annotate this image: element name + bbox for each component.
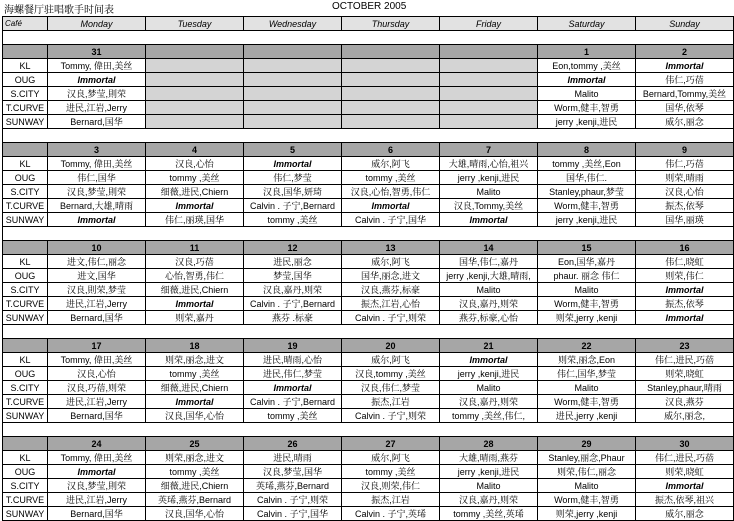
schedule-cell: 伟仁,巧蓓 [636,73,734,87]
venue-row [3,101,734,115]
schedule-cell: 则荣,jerry ,kenji [538,311,636,325]
schedule-cell: 心怡,智勇,伟仁 [146,269,244,283]
schedule-cell [342,59,440,73]
date-row-label [3,45,48,59]
schedule-cell: 进文,伟仁,丽念 [48,255,146,269]
schedule-cell [244,73,342,87]
venue-row [3,451,734,465]
venue-row [3,199,734,213]
schedule-cell [440,87,538,101]
schedule-cell: tommy ,美丝 [146,465,244,479]
schedule-cell: 威尔,丽念 [636,115,734,129]
schedule-cell: 汉良,则荣,伟仁 [342,479,440,493]
schedule-cell: phaur. 丽念 伟仁 [538,269,636,283]
venue-row [3,297,734,311]
schedule-cell: 进民,江岩,Jerry [48,493,146,507]
schedule-cell: Calvin . 子宁,则荣 [244,493,342,507]
schedule-cell: 则荣,伟仁 [636,269,734,283]
schedule-cell: 振杰,江岩,心怡 [342,297,440,311]
venue-label: SUNWAY [3,115,48,129]
venue-label: KL [3,255,48,269]
sheet-title: 海螺餐厅驻唱歌手时间表 [4,5,114,16]
schedule-cell [440,59,538,73]
date-cell: 24 [48,437,146,451]
schedule-cell: Immortal [342,199,440,213]
schedule-cell: Immortal [636,283,734,297]
schedule-cell: Immortal [48,465,146,479]
schedule-cell: 燕芬 .标豪 [244,311,342,325]
day-header-thursday: Thursday [342,17,440,31]
schedule-cell: 汉良,心怡 [636,185,734,199]
schedule-cell: 汉良,国华,妍琦 [244,185,342,199]
date-cell: 9 [636,143,734,157]
schedule-cell: Immortal [146,395,244,409]
schedule-cell [342,115,440,129]
venue-label: SUNWAY [3,409,48,423]
schedule-cell: 国华,依琴 [636,101,734,115]
venue-row [3,395,734,409]
day-header-friday: Friday [440,17,538,31]
schedule-cell: jerry ,kenji,进民 [440,465,538,479]
schedule-cell: 汉良,燕芬,标豪 [342,283,440,297]
date-cell: 1 [538,45,636,59]
schedule-cell: Tommy, 偉田,美丝 [48,451,146,465]
week-spacer [3,227,734,241]
schedule-cell: Eon,tommy ,美丝 [538,59,636,73]
schedule-cell: Immortal [636,59,734,73]
venue-row [3,255,734,269]
venue-label: KL [3,353,48,367]
date-cell: 18 [146,339,244,353]
spacer-cell [3,227,734,241]
schedule-cell: 振杰,依琴 [636,297,734,311]
schedule-cell: Malito [440,381,538,395]
schedule-cell: Bernard,国华 [48,311,146,325]
spacer-cell [3,129,734,143]
schedule-cell: 振杰,依琴 [636,199,734,213]
schedule-cell: Bernard,国华 [48,409,146,423]
schedule-cell: jerry ,kenji,大雄,晴雨, [440,269,538,283]
schedule-cell: 则荣,晓虹 [636,367,734,381]
schedule-cell: Immortal [244,157,342,171]
venue-label: S.CITY [3,87,48,101]
schedule-cell: 则荣,丽念,进文 [146,451,244,465]
week-spacer [3,325,734,339]
schedule-cell: 进民,晴雨,心怡 [244,353,342,367]
date-cell [342,45,440,59]
venue-row [3,185,734,199]
schedule-cell: Malito [440,185,538,199]
schedule-cell: Worm,健丰,智勇 [538,297,636,311]
spacer-cell [3,423,734,437]
date-row [3,143,734,157]
schedule-cell: Malito [538,479,636,493]
venue-row [3,381,734,395]
date-cell: 25 [146,437,244,451]
venue-label: S.CITY [3,381,48,395]
venue-row [3,409,734,423]
date-cell: 15 [538,241,636,255]
schedule-cell: tommy ,美丝,伟仁, [440,409,538,423]
schedule-cell: 伟仁,国华,梦莹 [538,367,636,381]
schedule-cell: Malito [440,283,538,297]
schedule-cell: 汉良,梦莹,則荣 [48,479,146,493]
schedule-cell: Immortal [146,297,244,311]
schedule-cell [146,101,244,115]
schedule-cell: 进民,伟仁,梦莹 [244,367,342,381]
venue-label: S.CITY [3,283,48,297]
schedule-cell: Immortal [440,353,538,367]
schedule-cell: 燕芬,标豪,心怡 [440,311,538,325]
schedule-cell: 汉良,国华,心怡 [146,409,244,423]
date-cell: 7 [440,143,538,157]
venue-row [3,73,734,87]
week-spacer [3,423,734,437]
schedule-cell [146,73,244,87]
schedule-cell: 汉良,嘉丹,则荣 [244,283,342,297]
schedule-cell: 汉良,心怡 [146,157,244,171]
venue-label: KL [3,157,48,171]
schedule-cell: Malito [538,381,636,395]
schedule-cell: tommy ,美丝 [146,367,244,381]
venue-row [3,367,734,381]
schedule-cell: 伟仁,丽瑛,国华 [146,213,244,227]
schedule-cell: 进文,国华 [48,269,146,283]
schedule-cell: 汉良,Tommy,美丝 [440,199,538,213]
day-header-saturday: Saturday [538,17,636,31]
venue-row [3,311,734,325]
spacer-cell [3,31,734,45]
schedule-cell: 细薇,进民,Chiern [146,479,244,493]
schedule-cell: 则荣,丽念,Eon [538,353,636,367]
schedule-cell: 汉良,巧蓓,则荣 [48,381,146,395]
date-cell: 12 [244,241,342,255]
date-cell: 28 [440,437,538,451]
schedule-cell: tommy ,美丝 [244,409,342,423]
date-cell: 30 [636,437,734,451]
day-header-tuesday: Tuesday [146,17,244,31]
schedule-cell [440,73,538,87]
date-cell: 29 [538,437,636,451]
schedule-cell: 伟仁,进民,巧蓓 [636,451,734,465]
venue-label: OUG [3,465,48,479]
venue-label: KL [3,59,48,73]
schedule-cell: Immortal [48,213,146,227]
schedule-cell: Calvin . 子宁,英琋 [342,507,440,521]
spacer-cell [3,325,734,339]
schedule-cell [244,59,342,73]
schedule-cell: tommy ,美丝,Eon [538,157,636,171]
schedule-cell: 汉良,国华,心怡 [146,507,244,521]
date-cell: 6 [342,143,440,157]
venue-label: T.CURVE [3,199,48,213]
date-cell: 4 [146,143,244,157]
schedule-cell: Immortal [636,479,734,493]
week-spacer [3,31,734,45]
title-row [2,0,733,14]
header-row [3,17,734,31]
date-cell: 26 [244,437,342,451]
schedule-cell: 则荣,晓虹 [636,465,734,479]
schedule-cell: 则荣,丽念,进文 [146,353,244,367]
schedule-cell: tommy ,美丝,英琋 [440,507,538,521]
date-row [3,45,734,59]
schedule-cell: tommy ,美丝 [146,171,244,185]
schedule-cell: 则荣,jerry ,kenji [538,507,636,521]
schedule-cell: Tommy, 偉田,美丝 [48,59,146,73]
venue-label: KL [3,451,48,465]
month-label: OCTOBER 2005 [332,1,407,12]
schedule-cell: 大雄,晴雨,心怡,祖兴 [440,157,538,171]
date-cell: 13 [342,241,440,255]
schedule-cell: Bernard,国华 [48,507,146,521]
schedule-cell: Malito [538,283,636,297]
schedule-cell: jerry ,kenji,进民 [538,115,636,129]
schedule-cell: 汉良,梦莹,則荣 [48,87,146,101]
date-cell: 11 [146,241,244,255]
date-cell: 14 [440,241,538,255]
schedule-cell: Stanley,phaur,梦莹 [538,185,636,199]
schedule-cell [342,87,440,101]
schedule-cell: Calvin . 子宁,国华 [244,507,342,521]
schedule-cell [244,101,342,115]
schedule-cell: tommy ,美丝 [342,171,440,185]
schedule-cell: 国华,伟仁. [538,171,636,185]
date-cell: 31 [48,45,146,59]
venue-label: SUNWAY [3,311,48,325]
schedule-cell [440,101,538,115]
date-cell: 3 [48,143,146,157]
schedule-cell: 汉良,嘉丹,则荣 [440,297,538,311]
schedule-cell: 威尔,丽念 [636,507,734,521]
venue-label: S.CITY [3,479,48,493]
schedule-cell: Calvin . 子宁,国华 [342,213,440,227]
schedule-cell: Stanley,phaur,晴雨 [636,381,734,395]
schedule-cell: 汉良,tommy ,美丝 [342,367,440,381]
schedule-cell: 威尔,阿飞 [342,451,440,465]
schedule-cell: 大雄,晴雨,燕芬 [440,451,538,465]
schedule-cell: Immortal [636,311,734,325]
schedule-cell: 威尔,阿飞 [342,157,440,171]
schedule-cell: tommy ,美丝 [244,213,342,227]
schedule-cell: 振杰,依琴,祖兴 [636,493,734,507]
schedule-cell: 英琋,燕芬,Bernard [146,493,244,507]
schedule-cell: 威尔,阿飞 [342,255,440,269]
date-cell: 27 [342,437,440,451]
venue-row [3,479,734,493]
schedule-cell [342,73,440,87]
schedule-cell: 汉良,嘉丹,则荣 [440,395,538,409]
schedule-cell: 进民,丽念 [244,255,342,269]
date-row-label [3,143,48,157]
schedule-cell: Worm,健丰,智勇 [538,395,636,409]
schedule-cell: 则荣,伟仁,丽念 [538,465,636,479]
schedule-cell: Calvin . 子宁,Bernard [244,297,342,311]
date-row [3,339,734,353]
date-cell: 2 [636,45,734,59]
schedule-cell: Malito [538,87,636,101]
venue-row [3,283,734,297]
date-row [3,241,734,255]
schedule-cell: 汉良,心怡 [48,367,146,381]
schedule-cell: Worm,健丰,智勇 [538,493,636,507]
date-cell: 20 [342,339,440,353]
date-row-label [3,437,48,451]
schedule-cell: Stanley,丽念,Phaur [538,451,636,465]
date-cell: 8 [538,143,636,157]
schedule-cell [146,115,244,129]
schedule-cell [342,101,440,115]
schedule-cell: 振杰,江岩 [342,395,440,409]
schedule-cell: 细薇,进民,Chiern [146,283,244,297]
schedule-cell: 伟仁,晓虹 [636,255,734,269]
date-cell: 17 [48,339,146,353]
venue-row [3,171,734,185]
week-spacer [3,129,734,143]
venue-label: OUG [3,269,48,283]
schedule-cell: 梦莹,国华 [244,269,342,283]
schedule-cell: jerry ,kenji,进民 [440,367,538,381]
schedule-cell [440,115,538,129]
schedule-cell: 伟仁,进民,巧蓓 [636,353,734,367]
venue-row [3,269,734,283]
schedule-cell: Immortal [440,213,538,227]
venue-label: SUNWAY [3,213,48,227]
venue-row [3,465,734,479]
venue-row [3,493,734,507]
schedule-cell [146,59,244,73]
venue-row [3,353,734,367]
schedule-cell: Immortal [538,73,636,87]
schedule-cell: Bernard,大雄,晴雨 [48,199,146,213]
venue-label: T.CURVE [3,101,48,115]
schedule-cell: Immortal [146,199,244,213]
day-header-wednesday: Wednesday [244,17,342,31]
schedule-cell: 汉良,嘉丹,则荣 [440,493,538,507]
venue-label: T.CURVE [3,395,48,409]
schedule-cell: 伟仁,梦莹 [244,171,342,185]
date-cell [440,45,538,59]
schedule-cell: jerry ,kenji,进民 [538,213,636,227]
schedule-cell: 进民,jerry ,kenji [538,409,636,423]
schedule-cell: 细薇,进民,Chiern [146,185,244,199]
schedule-cell: 伟仁,巧蓓 [636,157,734,171]
schedule-cell: 伟仁,国华 [48,171,146,185]
schedule-cell: 则荣,晴雨 [636,171,734,185]
schedule-cell: 汉良,燕芬 [636,395,734,409]
schedule-cell: 汉良,巧蓓 [146,255,244,269]
date-cell: 19 [244,339,342,353]
schedule-cell: 汉良,伟仁,梦莹 [342,381,440,395]
schedule-cell: Calvin . 子宁,则荣 [342,311,440,325]
schedule-cell [244,115,342,129]
date-cell: 5 [244,143,342,157]
venue-row [3,115,734,129]
schedule-cell: Tommy, 偉田,美丝 [48,353,146,367]
schedule-cell: 汉良,心怡,智勇,伟仁 [342,185,440,199]
venue-label: OUG [3,367,48,381]
date-cell: 23 [636,339,734,353]
schedule-cell: 汉良,梦莹,則荣 [48,185,146,199]
schedule-cell: 汉良,則荣,梦莹 [48,283,146,297]
schedule-cell: Eon,国华,嘉丹 [538,255,636,269]
venue-row [3,157,734,171]
schedule-table [2,16,734,521]
venue-row [3,87,734,101]
venue-row [3,59,734,73]
date-cell [244,45,342,59]
schedule-cell: Tommy, 偉田,美丝 [48,157,146,171]
date-cell: 21 [440,339,538,353]
schedule-cell: Immortal [244,381,342,395]
schedule-cell: 国华,丽瑛 [636,213,734,227]
schedule-cell: 细薇,进民,Chiern [146,381,244,395]
schedule-cell: tommy ,美丝 [342,465,440,479]
schedule-cell: 汉良,梦莹,国华 [244,465,342,479]
schedule-cell: Bernard,Tommy,美丝 [636,87,734,101]
schedule-cell [244,87,342,101]
schedule-cell: Worm,健丰,智勇 [538,199,636,213]
schedule-cell: 英琋,燕芬,Bernard [244,479,342,493]
venue-label: OUG [3,171,48,185]
venue-row [3,507,734,521]
schedule-cell: 进民,晴雨 [244,451,342,465]
schedule-cell: 进民,江岩,Jerry [48,395,146,409]
date-cell: 16 [636,241,734,255]
schedule-cell: 威尔,丽念, [636,409,734,423]
day-header-monday: Monday [48,17,146,31]
schedule-cell: 振杰,江岩 [342,493,440,507]
schedule-cell: jerry ,kenji,进民 [440,171,538,185]
date-row [3,437,734,451]
schedule-cell: 则荣,嘉丹 [146,311,244,325]
date-cell [146,45,244,59]
schedule-cell: 国华,伟仁,嘉丹 [440,255,538,269]
venue-label: SUNWAY [3,507,48,521]
venue-label: S.CITY [3,185,48,199]
schedule-cell: 进民,江岩,Jerry [48,101,146,115]
venue-label: T.CURVE [3,297,48,311]
schedule-cell: Calvin . 子宁,Bernard [244,199,342,213]
venue-label: OUG [3,73,48,87]
venue-row [3,213,734,227]
date-cell: 10 [48,241,146,255]
schedule-cell: Worm,健丰,智勇 [538,101,636,115]
cafe-header: Café [3,17,48,31]
schedule-cell: Calvin . 子宁,则荣 [342,409,440,423]
schedule-cell: 进民,江岩,Jerry [48,297,146,311]
venue-label: T.CURVE [3,493,48,507]
schedule-cell: 国华,丽念,进文 [342,269,440,283]
schedule-cell: Bernard,国华 [48,115,146,129]
schedule-cell [146,87,244,101]
date-row-label [3,241,48,255]
date-row-label [3,339,48,353]
date-cell: 22 [538,339,636,353]
schedule-cell: Calvin . 子宁,Bernard [244,395,342,409]
schedule-cell: Malito [440,479,538,493]
day-header-sunday: Sunday [636,17,734,31]
schedule-cell: Immortal [48,73,146,87]
schedule-cell: 威尔,阿飞 [342,353,440,367]
